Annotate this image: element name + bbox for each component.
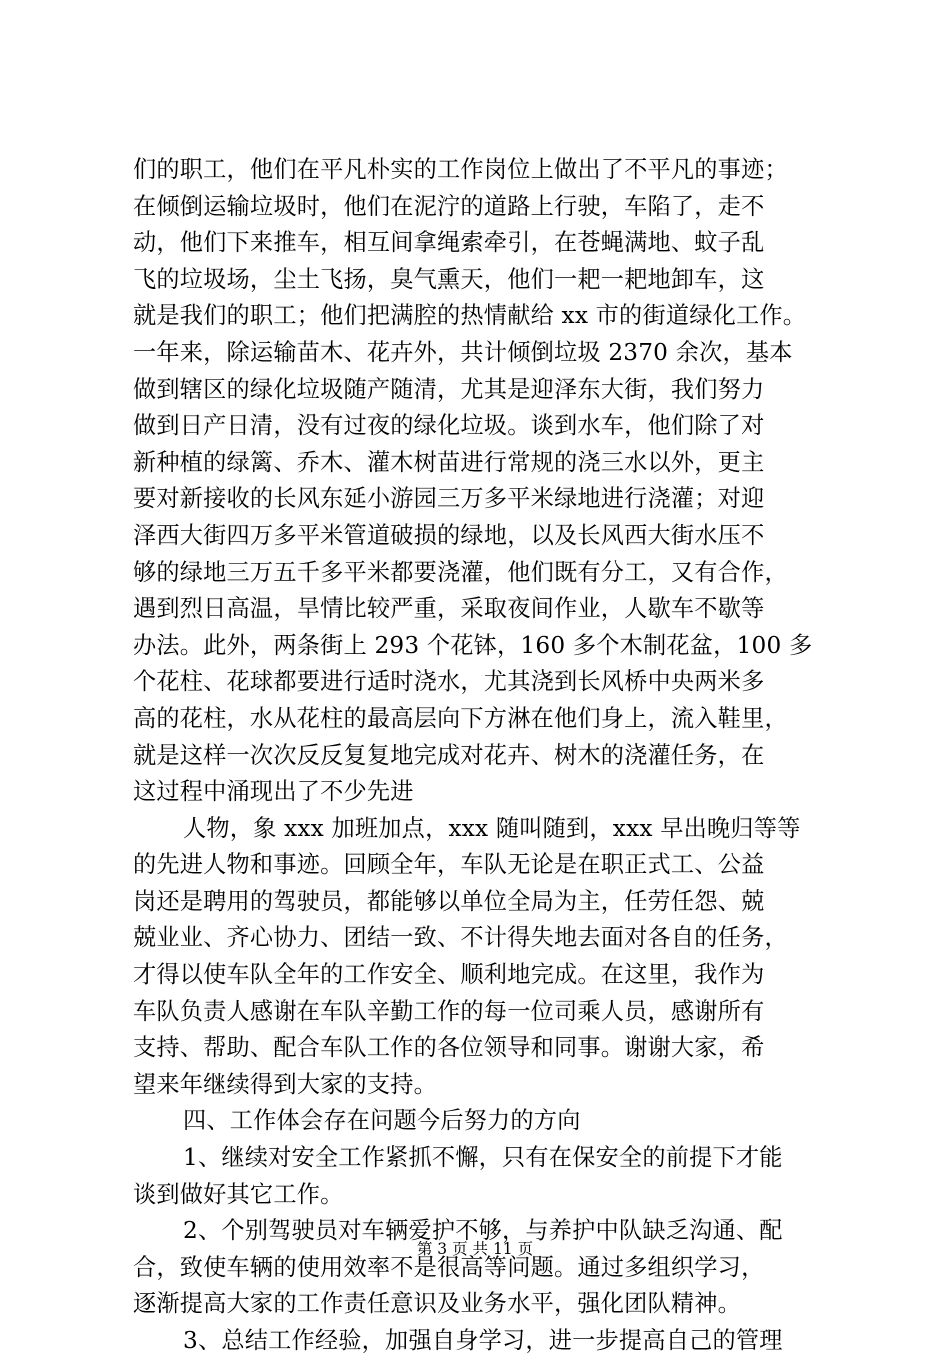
text-line: 就是这样一次次反反复复地完成对花卉、树木的浇灌任务，在 [133,741,765,769]
text-line: 兢业业、齐心协力、团结一致、不计得失地去面对各自的任务， [133,924,788,952]
text-line: 新种植的绿篱、乔木、灌木树苗进行常规的浇三水以外，更主 [133,448,765,476]
text-line: 逐渐提高大家的工作责任意识及业务水平，强化团队精神。 [133,1290,742,1318]
text-line: 动，他们下来推车，相互间拿绳索牵引，在苍蝇满地、蚊子乱 [133,229,765,257]
text-line: 一年来，除运输苗木、花卉外，共计倾倒垃圾 2370 余次，基本 [133,338,793,366]
text-line: 支持、帮助、配合车队工作的各位领导和同事。谢谢大家，希 [133,1034,765,1062]
text-line: 合，致使车辆的使用效率不是很高等问题。通过多组织学习， [133,1253,765,1281]
text-line: 1、继续对安全工作紧抓不懈，只有在保安全的前提下才能 [183,1144,783,1172]
text-line: 做到辖区的绿化垃圾随产随清，尤其是迎泽东大街，我们努力 [133,375,765,403]
text-line: 们的职工，他们在平凡朴实的工作岗位上做出了不平凡的事迹； [133,156,788,183]
page-footer [0,1239,950,1259]
text-line: 2、个别驾驶员对车辆爱护不够，与养护中队缺乏沟通、配 [183,1217,783,1245]
text-line: 的先进人物和事迹。回顾全年，车队无论是在职正式工、公益 [133,851,765,879]
text-line: 就是我们的职工；他们把满腔的热情献给 xx 市的街道绿化工作。 [133,302,807,330]
text-line: 这过程中涌现出了不少先进 [133,778,414,806]
text-line: 高的花柱，水从花柱的最高层向下方淋在他们身上，流入鞋里， [133,704,788,732]
text-line: 泽西大街四万多平米管道破损的绿地，以及长风西大街水压不 [133,521,765,549]
text-line: 个花柱、花球都要进行适时浇水，尤其浇到长风桥中央两米多 [133,668,765,696]
text-line: 做到日产日清，没有过夜的绿化垃圾。谈到水车，他们除了对 [133,412,765,440]
text-line: 在倾倒运输垃圾时，他们在泥泞的道路上行驶，车陷了，走不 [133,192,765,220]
text-line: 飞的垃圾场，尘土飞扬，臭气熏天，他们一耙一耙地卸车，这 [133,265,765,293]
document-body [133,152,843,1360]
text-line: 3、总结工作经验，加强自身学习，进一步提高自己的管理 [183,1327,783,1354]
text-line: 够的绿地三万五千多平米都要浇灌，他们既有分工，又有合作， [133,558,788,586]
text-line: 岗还是聘用的驾驶员，都能够以单位全局为主，任劳任怨、兢 [133,887,765,915]
page-number-label: 第 3 页 共 11 页 [416,1240,534,1258]
text-line: 车队负责人感谢在车队辛勤工作的每一位司乘人员，感谢所有 [133,997,765,1025]
text-line: 要对新接收的长风东延小游园三万多平米绿地进行浇灌；对迎 [133,485,765,513]
text-line: 办法。此外，两条街上 293 个花钵，160 多个木制花盆，100 多 [133,631,813,659]
text-line: 才得以使车队全年的工作安全、顺利地完成。在这里，我作为 [133,961,765,989]
text-line: 四、工作体会存在问题今后努力的方向 [183,1107,581,1135]
text-line: 人物，象 xxx 加班加点，xxx 随叫随到，xxx 早出晚归等等 [183,814,801,842]
text-line: 谈到做好其它工作。 [133,1180,344,1208]
text-line: 望来年继续得到大家的支持。 [133,1070,438,1098]
text-line: 遇到烈日高温，旱情比较严重，采取夜间作业，人歇车不歇等 [133,595,765,623]
